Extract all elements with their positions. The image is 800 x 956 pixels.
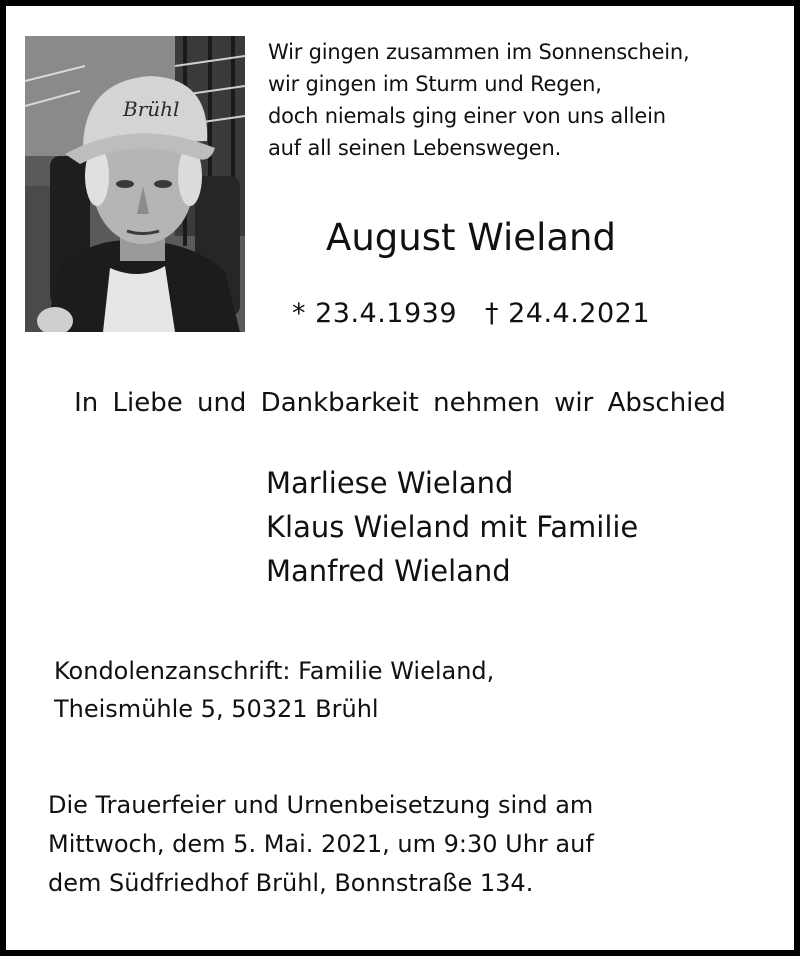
mourners-list xyxy=(266,461,638,593)
deceased-name: August Wieland xyxy=(326,216,616,259)
ceremony-line: Die Trauerfeier und Urnenbeisetzung sind am xyxy=(48,791,594,819)
birth-date: * 23.4.1939 xyxy=(292,298,457,329)
condolence-address xyxy=(54,652,494,728)
ceremony-info xyxy=(48,786,594,903)
address-line: Theismühle 5, 50321 Brühl xyxy=(54,695,379,723)
death-date: † 24.4.2021 xyxy=(485,298,650,329)
mourner-name: Manfred Wieland xyxy=(266,554,511,588)
mourner-name: Marliese Wieland xyxy=(266,466,514,500)
life-dates xyxy=(261,298,681,329)
svg-text:Brühl: Brühl xyxy=(123,97,180,121)
portrait-photo xyxy=(25,36,245,332)
ceremony-line: Mittwoch, dem 5. Mai. 2021, um 9:30 Uhr auf xyxy=(48,830,594,858)
ceremony-line: dem Südfriedhof Brühl, Bonnstraße 134. xyxy=(48,869,534,897)
poem-line: auf all seinen Lebenswegen. xyxy=(268,136,562,160)
farewell-text: In Liebe und Dankbarkeit nehmen wir Abschied xyxy=(74,388,726,418)
poem-line: wir gingen im Sturm und Regen, xyxy=(268,72,602,96)
poem xyxy=(268,36,788,164)
portrait-illustration xyxy=(25,36,245,332)
address-line: Kondolenzanschrift: Familie Wieland, xyxy=(54,657,495,685)
poem-line: Wir gingen zusammen im Sonnenschein, xyxy=(268,40,690,64)
poem-line: doch niemals ging einer von uns allein xyxy=(268,104,666,128)
mourner-name: Klaus Wieland mit Familie xyxy=(266,510,639,544)
